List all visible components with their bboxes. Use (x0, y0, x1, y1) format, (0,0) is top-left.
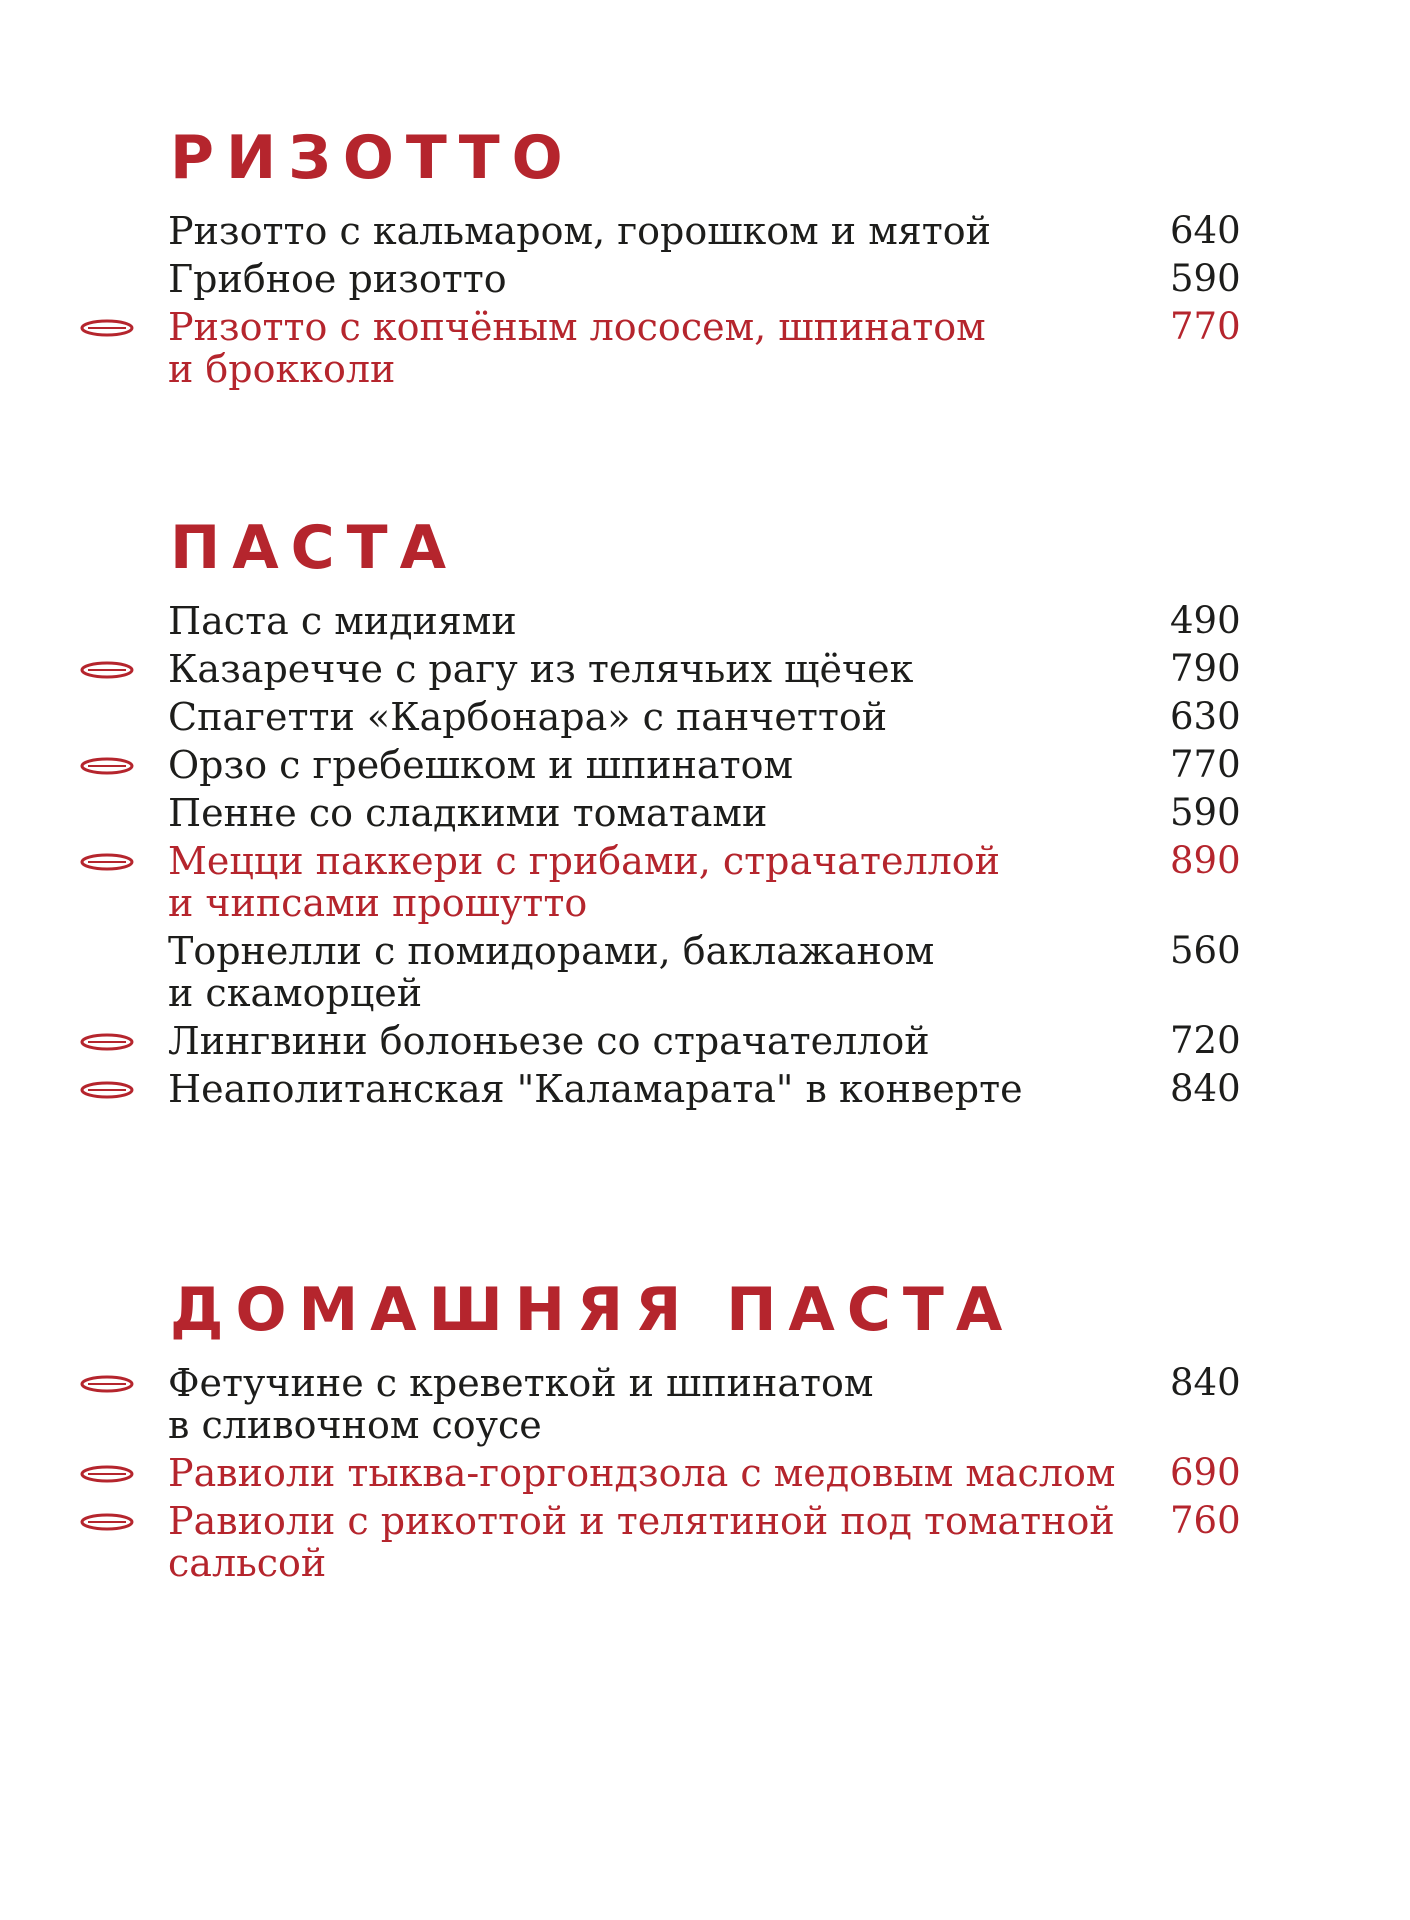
section-title: ДОМАШНЯЯ ПАСТА (170, 1275, 1015, 1345)
dish-marker-icon (80, 1081, 134, 1099)
item-name: Лингвини болоньезе со страчателлой (168, 1019, 930, 1063)
item-price: 840 (1170, 1361, 1241, 1404)
dish-marker-icon (80, 1375, 134, 1393)
section-title: РИЗОТТО (170, 123, 575, 193)
menu-item (0, 600, 1410, 642)
menu-item (0, 1452, 1410, 1494)
menu-item (0, 258, 1410, 300)
item-name: Равиоли тыква-горгондзола с медовым маслом (168, 1451, 1116, 1495)
item-price: 630 (1170, 695, 1241, 738)
menu-items-list (0, 600, 1410, 1116)
menu-item (0, 930, 1410, 1014)
dish-marker-icon (80, 319, 134, 337)
item-name: Грибное ризотто (168, 257, 507, 301)
item-name: Равиоли с рикоттой и телятиной под томатной сальсой (168, 1499, 1115, 1585)
item-price: 560 (1170, 929, 1241, 972)
section-title: ПАСТА (170, 513, 459, 583)
menu-item (0, 210, 1410, 252)
item-price: 720 (1170, 1019, 1241, 1062)
dish-marker-icon (80, 1465, 134, 1483)
item-price: 760 (1170, 1499, 1241, 1542)
item-name: Торнелли с помидорами, баклажаном и скаморцей (168, 929, 935, 1015)
menu-item (0, 1068, 1410, 1110)
item-price: 770 (1170, 743, 1241, 786)
dish-marker-icon (80, 1513, 134, 1531)
item-name: Паста с мидиями (168, 599, 517, 643)
item-name: Ризотто с кальмаром, горошком и мятой (168, 209, 991, 253)
menu-item (0, 744, 1410, 786)
item-price: 590 (1170, 257, 1241, 300)
item-price: 770 (1170, 305, 1241, 348)
item-name: Казаречче с рагу из телячьих щёчек (168, 647, 914, 691)
menu-item (0, 792, 1410, 834)
item-name: Ризотто с копчёным лососем, шпинатом и брокколи (168, 305, 986, 391)
menu-item (0, 306, 1410, 390)
dish-marker-icon (80, 1033, 134, 1051)
item-price: 890 (1170, 839, 1241, 882)
item-price: 840 (1170, 1067, 1241, 1110)
menu-items-list (0, 1362, 1410, 1590)
item-name: Пенне со сладкими томатами (168, 791, 768, 835)
item-name: Спагетти «Карбонара» с панчеттой (168, 695, 888, 739)
item-price: 640 (1170, 209, 1241, 252)
item-name: Фетучине с креветкой и шпинатом в сливочном соусе (168, 1361, 874, 1447)
menu-item (0, 1500, 1410, 1584)
item-name: Орзо с гребешком и шпинатом (168, 743, 794, 787)
item-price: 590 (1170, 791, 1241, 834)
item-name: Неаполитанская "Каламарата" в конверте (168, 1067, 1023, 1111)
item-price: 490 (1170, 599, 1241, 642)
menu-item (0, 648, 1410, 690)
menu-item (0, 1020, 1410, 1062)
dish-marker-icon (80, 853, 134, 871)
dish-marker-icon (80, 757, 134, 775)
item-name: Мецци паккери с грибами, страчателлой и чипсами прошутто (168, 839, 1000, 925)
item-price: 790 (1170, 647, 1241, 690)
item-price: 690 (1170, 1451, 1241, 1494)
dish-marker-icon (80, 661, 134, 679)
menu-items-list (0, 210, 1410, 396)
menu-item (0, 696, 1410, 738)
menu-item (0, 1362, 1410, 1446)
menu-item (0, 840, 1410, 924)
